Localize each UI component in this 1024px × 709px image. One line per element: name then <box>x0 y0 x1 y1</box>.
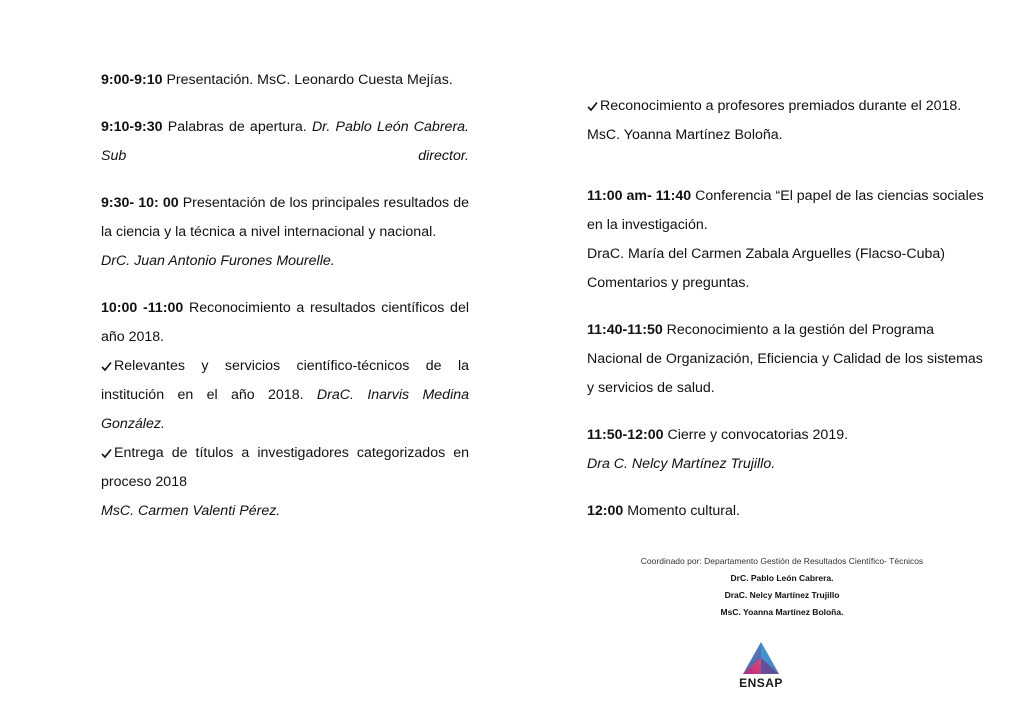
agenda-text: Palabras de apertura. <box>162 119 312 135</box>
agenda-item-11-00 <box>587 182 987 298</box>
sub-item-relevantes <box>101 352 469 439</box>
agenda-item-9-10 <box>101 113 469 171</box>
checkmark-icon <box>101 446 112 457</box>
agenda-text: Cierre y convocatorias 2019. <box>663 427 849 443</box>
agenda-person: Dr. Pablo León Cabrera. Sub director. <box>101 119 469 164</box>
agenda-time: 11:40-11:50 <box>587 322 663 338</box>
checkmark-icon <box>101 359 112 370</box>
coordinator-name: MsC. Yoanna Martínez Boloña. <box>720 607 844 617</box>
agenda-text: Reconocimiento a profesores premiados durante el 2018. <box>600 98 962 114</box>
agenda-item-profesores <box>587 92 987 150</box>
agenda-time: 11:50-12:00 <box>587 427 664 443</box>
agenda-text: Reconocimiento a la gestión del Programa Nacional de Organización, Eficiencia y Calidad de los sistemas y servicios de salud. <box>587 322 983 396</box>
coordination-text: Coordinado por: Departamento Gestión de Resultados Científico- Técnicos <box>640 556 924 566</box>
agenda-person: DrC. Juan Antonio Furones Mourelle. <box>101 253 335 269</box>
coordination-footer <box>582 553 982 621</box>
agenda-time: 10:00 -11:00 <box>101 300 184 316</box>
agenda-item-12-00 <box>587 497 987 526</box>
agenda-item-9-30 <box>101 189 469 276</box>
sub-item-text: Entrega de títulos a investigadores categorizados en proceso 2018 <box>101 445 469 490</box>
agenda-time: 12:00 <box>587 503 624 519</box>
agenda-item-10-00 <box>101 294 469 526</box>
agenda-time: 11:00 am- 11:40 <box>587 188 692 204</box>
coordinator-name: DrC. Pablo León Cabrera. <box>730 573 834 583</box>
logo-wordmark: ENSAP <box>739 676 783 690</box>
sub-item-person: MsC. Carmen Valenti Pérez. <box>101 503 281 519</box>
agenda-text: Presentación de los principales resultados de la ciencia y la técnica a nivel internacional y nacional. <box>101 195 469 240</box>
right-column <box>587 92 987 544</box>
agenda-time: 9:10-9:30 <box>101 119 163 135</box>
agenda-text: Conferencia “El papel de las ciencias sociales en la investigación. <box>587 188 984 233</box>
agenda-person: DraC. María del Carmen Zabala Arguelles (Flacso-Cuba) <box>587 246 945 262</box>
left-column <box>101 66 469 544</box>
agenda-extra: Comentarios y preguntas. <box>587 275 750 291</box>
sub-item-titulos <box>101 439 469 526</box>
checkmark-icon <box>587 99 598 110</box>
agenda-text: Presentación. MsC. Leonardo Cuesta Mejías. <box>162 72 453 88</box>
sub-item-person: DraC. Inarvis Medina González. <box>101 387 469 432</box>
agenda-text: Momento cultural. <box>623 503 740 519</box>
sub-item-text: Relevantes y servicios científico-técnicos de la institución en el año 2018. <box>101 358 469 403</box>
agenda-item-11-40 <box>587 316 987 403</box>
agenda-time: 9:00-9:10 <box>101 72 163 88</box>
agenda-person: Dra C. Nelcy Martínez Trujillo. <box>587 456 776 472</box>
coordinator-name: DraC. Nelcy Martínez Trujillo <box>724 590 840 600</box>
agenda-person: MsC. Yoanna Martínez Boloña. <box>587 127 783 143</box>
agenda-time: 9:30- 10: 00 <box>101 195 179 211</box>
agenda-text: Reconocimiento a resultados científicos del año 2018. <box>101 300 469 345</box>
agenda-item-9-00 <box>101 66 469 95</box>
agenda-item-11-50 <box>587 421 987 479</box>
